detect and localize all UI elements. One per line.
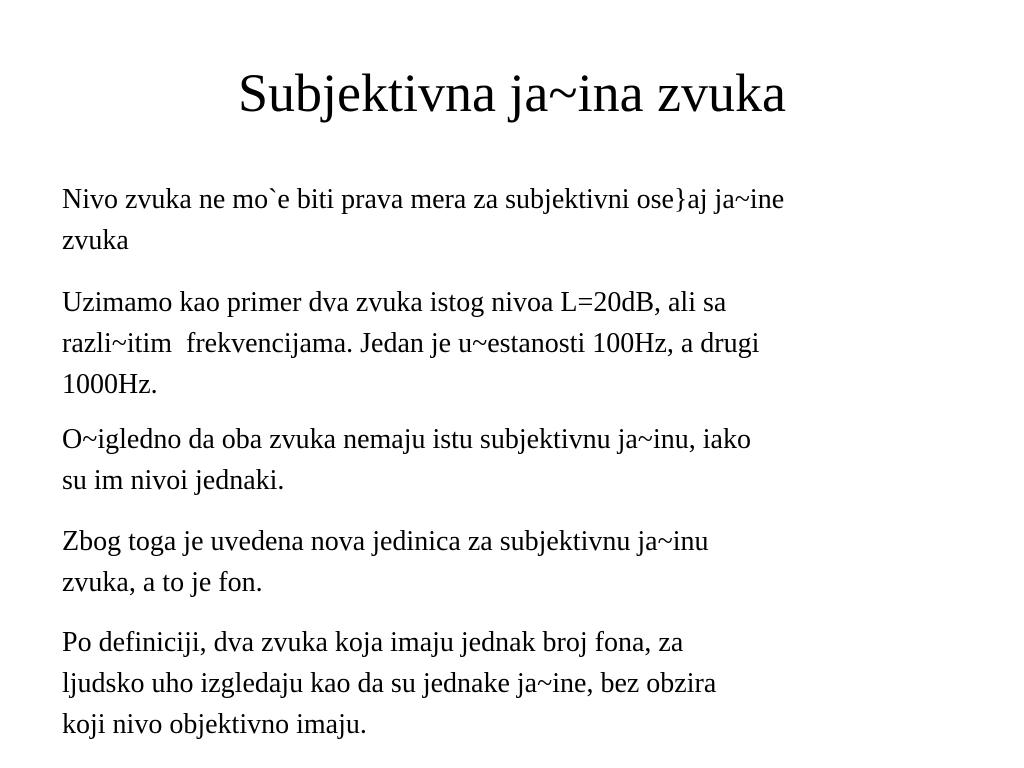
paragraph-line: ljudsko uho izgledaju kao da su jednake ja~ine, bez obzira [62, 668, 717, 699]
paragraph-line: zvuka, a to je fon. [62, 567, 263, 598]
paragraph-nivo-zvuka [62, 179, 962, 261]
paragraph-line: Po definiciji, dva zvuka koja imaju jednak broj fona, za [62, 627, 684, 658]
slide-title: Subjektivna ja~ina zvuka [237, 63, 787, 123]
paragraph-line: O~igledno da oba zvuka nemaju istu subjektivnu ja~inu, iako [62, 424, 751, 455]
paragraph-definicija [62, 622, 962, 745]
paragraph-line: su im nivoi jednaki. [62, 465, 285, 496]
paragraph-line: Uzimamo kao primer dva zvuka istog nivoa L=20dB, ali sa [62, 287, 727, 318]
paragraph-line: zvuka [62, 225, 129, 256]
paragraph-primer [62, 282, 962, 405]
paragraph-line: Zbog toga je uvedena nova jedinica za subjektivnu ja~inu [62, 526, 709, 557]
paragraph-line: Nivo zvuka ne mo`e biti prava mera za subjektivni ose}aj ja~ine [62, 184, 785, 215]
paragraph-line: 1000Hz. [62, 369, 158, 400]
paragraph-line: koji nivo objektivno imaju. [62, 709, 367, 740]
paragraph-line: razli~itim frekvencijama. Jedan je u~estanosti 100Hz, a drugi [62, 328, 760, 359]
paragraph-fon-jedinica [62, 521, 962, 603]
paragraph-ocigledno [62, 419, 962, 501]
